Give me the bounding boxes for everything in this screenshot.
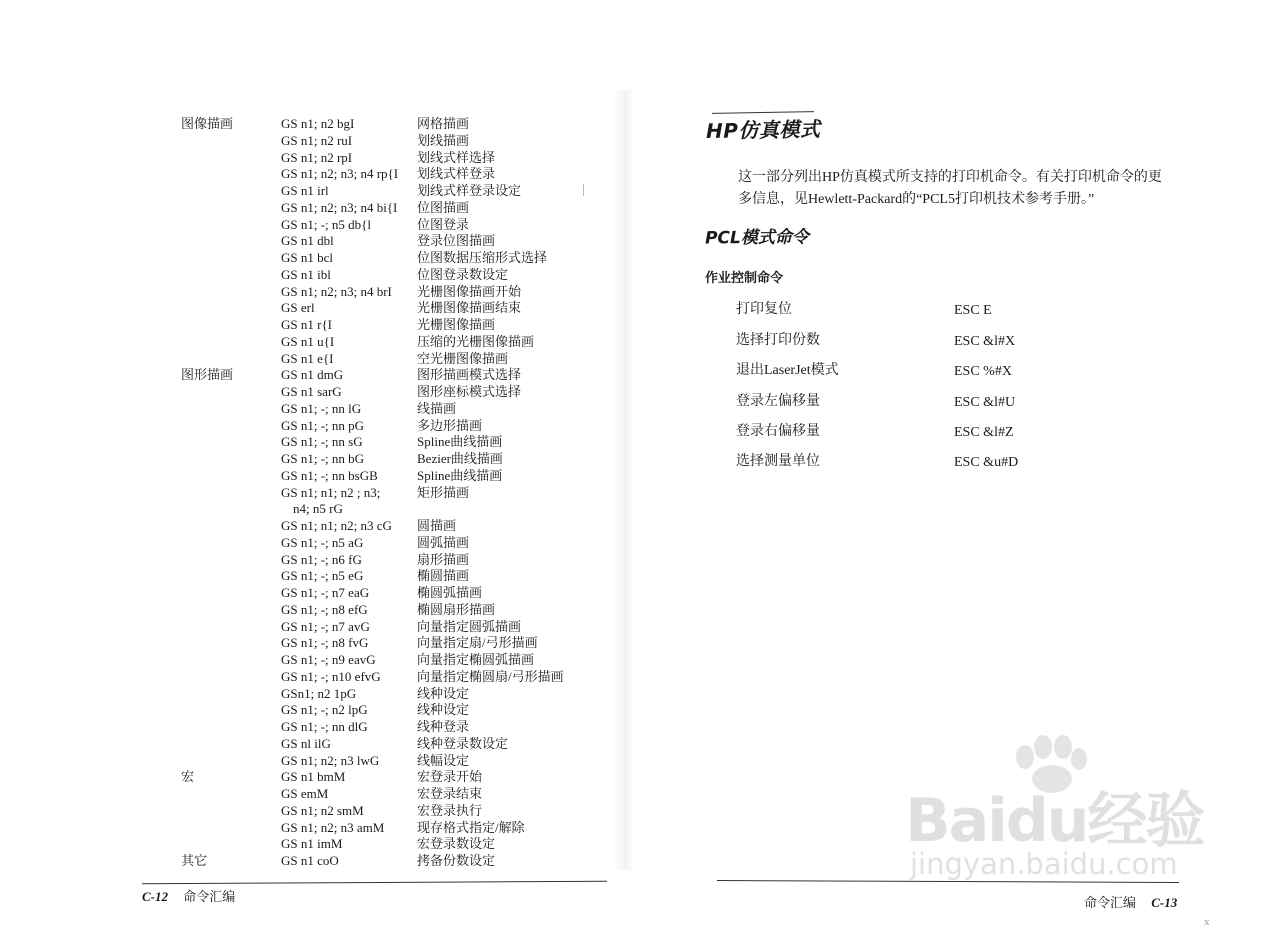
command-description: 划线式样登录设定: [417, 183, 522, 198]
command-row: [0, 249, 640, 266]
command-code: GS n1; -; n10 efvG: [281, 668, 381, 684]
command-row: [0, 685, 640, 702]
command-code: GS emM: [281, 786, 329, 801]
job-command-code: ESC &l#Z: [954, 425, 1014, 440]
command-description: 空光栅图像描画: [417, 350, 509, 366]
command-code: GS n1 sarG: [281, 384, 342, 399]
left-footer-text: 命令汇编: [183, 889, 236, 904]
command-code: GS n1 dmG: [281, 367, 344, 383]
command-description: 线幅设定: [417, 752, 470, 768]
command-description: 宏登录开始: [417, 769, 483, 785]
command-code: GS n1; n2 ruI: [281, 132, 353, 148]
command-row: [0, 735, 640, 752]
command-row: [0, 149, 640, 166]
command-code: GS n1; -; nn bsGB: [281, 467, 378, 483]
command-row: [0, 567, 640, 584]
command-code: GS n1; -; n5 aG: [281, 534, 364, 550]
left-page-number: C-12: [142, 889, 168, 904]
command-description: 向量指定圆弧描画: [417, 618, 522, 634]
command-code: GS n1; n1; n2 ; n3;: [281, 484, 381, 500]
command-description: 圆弧描画: [417, 534, 470, 550]
command-code: GS n1 u{I: [281, 333, 335, 349]
command-row: [0, 668, 640, 685]
job-command-name: 退出LaserJet模式: [736, 363, 839, 378]
command-description: 扇形描画: [417, 551, 470, 567]
command-code: GS n1 imM: [281, 836, 343, 852]
command-category: 图形描画: [181, 367, 234, 383]
job-command-code: ESC &u#D: [954, 455, 1019, 470]
command-row: [0, 551, 640, 568]
command-category: 其它: [181, 853, 208, 868]
command-code: GS n1; n2 rpI: [281, 149, 353, 165]
command-code: GS n1; n2 smM: [281, 802, 364, 818]
command-description: 位图数据压缩形式选择: [417, 250, 548, 265]
command-description: Bezier曲线描画: [417, 451, 503, 466]
command-description: 圆描画: [417, 518, 457, 533]
command-description: 划线描画: [417, 132, 470, 148]
command-row: [0, 634, 640, 651]
subsection-title: PCL模式命令: [704, 227, 809, 249]
command-description: 现存格式指定/解除: [417, 819, 525, 835]
command-description: 划线式样选择: [417, 149, 496, 165]
margin-mark: [583, 184, 584, 196]
job-command-row: [0, 359, 1280, 379]
command-description: 向量指定扇/弓形描画: [417, 635, 538, 651]
job-command-row: [0, 329, 1280, 349]
command-code: GS n1; -; n2 lpG: [281, 702, 368, 718]
command-row: [0, 768, 640, 785]
book-gutter: [612, 90, 634, 870]
command-category: 宏: [181, 769, 195, 785]
command-code: GS n1; -; nn dlG: [281, 719, 368, 734]
command-description: 图形座标模式选择: [417, 384, 522, 399]
command-code: GS erl: [281, 300, 315, 316]
command-description: 网格描画: [417, 116, 470, 131]
command-code: GS n1; n2; n3; n4 rp{I: [281, 166, 399, 182]
left-footer: [142, 886, 235, 905]
command-code: n4; n5 rG: [293, 501, 343, 517]
command-code: GS n1 e{I: [281, 350, 334, 366]
command-code: GS n1; -; n6 fG: [281, 551, 362, 567]
job-command-name: 选择测量单位: [736, 454, 820, 469]
command-description: 矩形描画: [417, 484, 470, 500]
command-code: GS n1; n2; n3; n4 brI: [281, 283, 392, 299]
command-code: GS n1; n2 bgI: [281, 116, 355, 131]
corner-mark: x: [1204, 916, 1210, 928]
command-description: 线种登录数设定: [417, 735, 509, 751]
command-row: [0, 785, 640, 802]
command-description: 光栅图像描画: [417, 317, 496, 332]
command-row: [0, 484, 640, 501]
command-code: GS n1; -; n8 efG: [281, 601, 368, 617]
command-code: GS n1 dbl: [281, 233, 334, 249]
command-description: 位图登录数设定: [417, 266, 509, 282]
command-code: GSn1; n2 1pG: [281, 685, 357, 701]
right-footer-text: 命令汇编: [1084, 895, 1137, 910]
command-row: [0, 752, 640, 769]
command-description: 线描画: [417, 400, 457, 416]
command-row: [0, 165, 640, 182]
command-row: [0, 584, 640, 601]
job-command-name: 登录左偏移量: [736, 394, 820, 409]
job-command-row: [0, 450, 1280, 470]
command-description: 位图描画: [417, 199, 470, 215]
command-description: 光栅图像描画开始: [417, 283, 522, 299]
command-description: 线种设定: [417, 685, 470, 701]
command-row: [0, 500, 640, 517]
job-command-code: ESC &l#X: [954, 334, 1016, 349]
watermark-url: jingyan.baidu.com: [910, 847, 1178, 881]
command-code: GS n1; n2; n3; n4 bi{I: [281, 199, 398, 215]
command-code: GS n1; -; n7 eaG: [281, 585, 370, 600]
command-description: 线种登录: [417, 719, 470, 734]
command-code: GS n1; -; n7 avG: [281, 618, 370, 634]
command-code: GS nl ilG: [281, 735, 331, 751]
command-row: [0, 651, 640, 668]
command-row: [0, 618, 640, 635]
command-description: 压缩的光栅图像描画: [417, 333, 535, 349]
command-row: [0, 115, 640, 132]
command-category: 图像描画: [181, 116, 234, 131]
command-code: GS n1 r{I: [281, 317, 333, 332]
command-row: [0, 132, 640, 149]
command-description: 登录位图描画: [417, 233, 496, 249]
command-code: GS n1; -; n5 eG: [281, 568, 364, 584]
section-title: HP仿真模式: [705, 117, 821, 143]
command-code: GS n1; n2; n3 lwG: [281, 752, 380, 768]
command-description: 光栅图像描画结束: [417, 300, 522, 316]
command-row: [0, 718, 640, 735]
command-row: [0, 852, 640, 869]
job-command-row: [0, 420, 1280, 440]
command-code: GS n1; n1; n2; n3 cG: [281, 518, 392, 533]
command-description: 椭圆扇形描画: [417, 601, 496, 617]
command-description: 图形描画模式选择: [417, 367, 522, 383]
command-code: GS n1 bcl: [281, 250, 333, 265]
job-command-row: [0, 298, 1280, 318]
right-page-number: C-13: [1151, 895, 1178, 910]
command-code: GS n1; -; n8 fvG: [281, 635, 369, 651]
job-command-code: ESC %#X: [954, 364, 1012, 379]
job-command-name: 选择打印份数: [736, 333, 820, 348]
command-code: GS n1; n2; n3 amM: [281, 819, 385, 835]
command-row: [0, 701, 640, 718]
command-row: [0, 283, 640, 300]
command-code: GS n1; -; n5 db{l: [281, 216, 372, 232]
job-command-code: ESC &l#U: [954, 395, 1016, 410]
job-command-row: [0, 390, 1280, 410]
command-row: [0, 199, 640, 216]
command-code: GS n1 coO: [281, 853, 339, 868]
command-description: 多边形描画: [417, 417, 483, 433]
command-description: 向量指定椭圆扇/弓形描画: [417, 668, 564, 684]
group-heading: 作业控制命令: [705, 271, 784, 286]
command-row: [0, 802, 640, 819]
command-row: [0, 266, 640, 283]
command-code: GS n1 bmM: [281, 769, 346, 785]
command-description: Spline曲线描画: [417, 467, 503, 483]
job-command-name: 登录右偏移量: [736, 424, 820, 439]
watermark: [905, 735, 1205, 895]
command-description: 宏登录执行: [417, 802, 483, 818]
command-description: Spline曲线描画: [417, 434, 503, 450]
command-row: [0, 601, 640, 618]
command-code: GS n1; -; nn sG: [281, 434, 363, 450]
intro-line-1: 这一部分列出HP仿真模式所支持的打印机命令。有关打印机命令的更: [738, 170, 1162, 185]
command-code: GS n1 irl: [281, 183, 329, 198]
command-description: 拷备份数设定: [417, 853, 496, 868]
command-description: 位图登录: [417, 216, 470, 232]
command-description: 椭圆描画: [417, 568, 470, 584]
command-row: [0, 517, 640, 534]
command-row: [0, 216, 640, 233]
command-row: [0, 835, 640, 852]
command-code: GS n1; -; n9 eavG: [281, 652, 376, 667]
command-row: [0, 232, 640, 249]
command-row: [0, 819, 640, 836]
command-code: GS n1; -; nn bG: [281, 451, 365, 466]
command-row: [0, 534, 640, 551]
intro-line-2: 多信息，见Hewlett-Packard的“PCL5打印机技术参考手册。”: [738, 192, 1095, 207]
command-description: 椭圆弧描画: [417, 585, 483, 600]
command-description: 宏登录结束: [417, 786, 483, 801]
command-row: [0, 182, 640, 199]
command-description: 线种设定: [417, 702, 470, 718]
job-command-code: ESC E: [954, 303, 992, 318]
watermark-brand: Baidu经验: [905, 786, 1204, 856]
command-code: GS n1 ibl: [281, 266, 331, 282]
command-code: GS n1; -; nn lG: [281, 400, 362, 416]
job-command-name: 打印复位: [736, 302, 792, 317]
command-description: 划线式样登录: [417, 166, 496, 182]
command-description: 宏登录数设定: [417, 836, 496, 852]
command-description: 向量指定椭圆弧描画: [417, 652, 535, 667]
command-code: GS n1; -; nn pG: [281, 417, 365, 433]
